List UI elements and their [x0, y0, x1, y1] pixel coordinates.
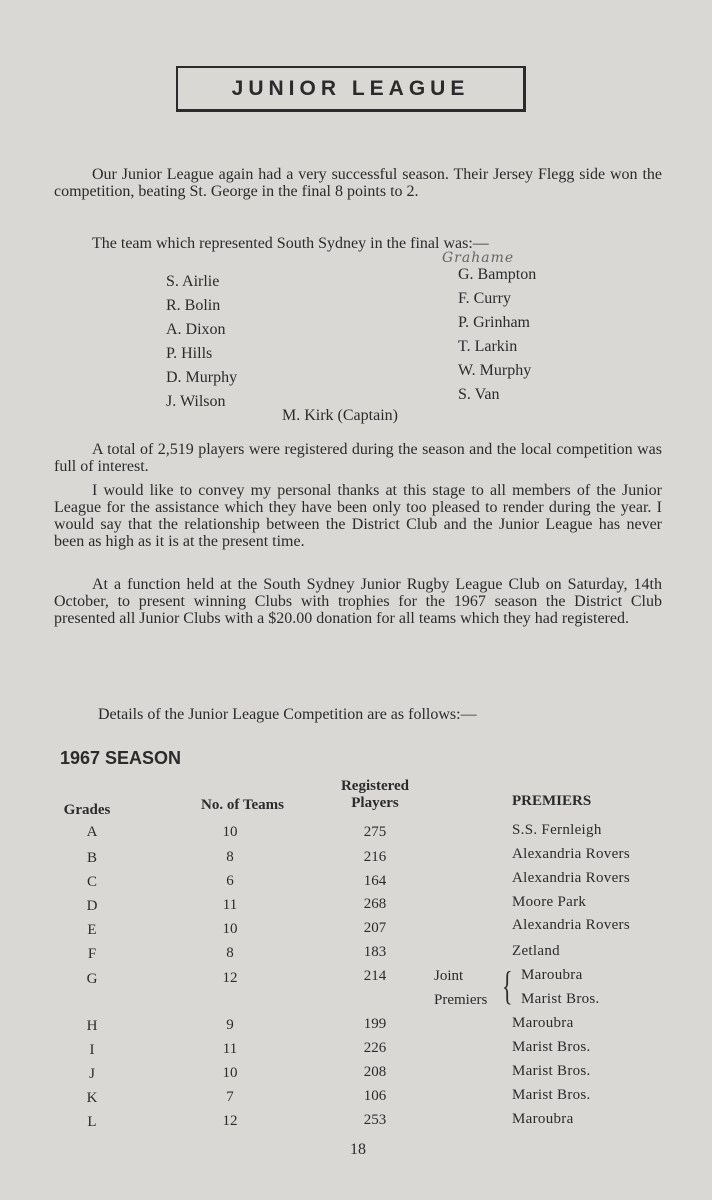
teams-cell: 7: [226, 1089, 234, 1105]
premiers-cell: Marist Bros.: [521, 991, 600, 1007]
handwritten-note: Grahame: [442, 250, 515, 266]
teams-cell: 12: [222, 970, 238, 986]
premiers-label: Premiers: [434, 992, 488, 1008]
team-member: S. Van: [458, 386, 500, 403]
premiers-cell: Alexandria Rovers: [512, 917, 630, 933]
team-member: J. Wilson: [166, 393, 226, 410]
premiers-cell: Maroubra: [521, 967, 583, 983]
grade-cell: C: [86, 874, 97, 890]
teams-cell: 10: [222, 824, 238, 840]
premiers-cell: Marist Bros.: [512, 1063, 591, 1079]
teams-cell: 11: [222, 897, 238, 913]
team-member: W. Murphy: [458, 362, 532, 379]
teams-cell: 9: [226, 1017, 234, 1033]
grade-cell: B: [86, 850, 97, 866]
players-cell: 214: [363, 968, 387, 984]
premiers-cell: Maroubra: [512, 1111, 574, 1127]
premiers-cell: Maroubra: [512, 1015, 574, 1031]
season-heading: 1967 SEASON: [60, 748, 182, 768]
paragraph-team-intro: The team which represented South Sydney in the final was:—: [92, 235, 489, 252]
page-number: 18: [350, 1141, 366, 1158]
header-players-line2: Players: [351, 795, 399, 811]
players-cell: 164: [363, 873, 387, 889]
team-captain: M. Kirk (Captain): [282, 407, 398, 424]
players-cell: 275: [363, 824, 387, 840]
grade-cell: H: [86, 1018, 98, 1034]
players-cell: 253: [363, 1112, 387, 1128]
header-premiers: PREMIERS: [512, 793, 592, 809]
teams-cell: 10: [222, 921, 238, 937]
grade-cell: E: [87, 922, 97, 938]
page-title: JUNIOR LEAGUE: [176, 66, 526, 112]
grade-cell: L: [87, 1114, 97, 1130]
paragraph-thanks: I would like to convey my personal thanks at this stage to all members of the Junior League for the assistance which they have been only too pleased to render during the year. I would say that the relationship between the District Club and the Junior League has never been as high as it is at the present time.: [54, 482, 662, 550]
paragraph-registrations: A total of 2,519 players were registered during the season and the local competition was full of interest.: [54, 441, 662, 475]
paragraph-function: At a function held at the South Sydney Junior Rugby League Club on Saturday, 14th October, to present winning Clubs with trophies for the 1967 season the District Club presented all Junior Clubs with a $20.00 donation for all teams which they had registered.: [54, 576, 662, 627]
joint-label: Joint: [434, 968, 464, 984]
grade-cell: A: [86, 824, 98, 840]
team-member: A. Dixon: [166, 321, 226, 338]
paragraph-details-intro: Details of the Junior League Competition are as follows:—: [98, 706, 477, 723]
paragraph-intro: Our Junior League again had a very successful season. Their Jersey Flegg side won the competition, beating St. George in the final 8 points to 2.: [54, 166, 662, 200]
grade-cell: G: [86, 971, 98, 987]
premiers-cell: Alexandria Rovers: [512, 846, 630, 862]
teams-cell: 11: [222, 1041, 238, 1057]
team-member: P. Grinham: [458, 314, 530, 331]
team-member: R. Bolin: [166, 297, 221, 314]
players-cell: 207: [363, 920, 387, 936]
premiers-cell: Moore Park: [512, 894, 587, 910]
teams-cell: 6: [226, 873, 234, 889]
players-cell: 226: [363, 1040, 387, 1056]
team-member: D. Murphy: [166, 369, 238, 386]
players-cell: 199: [363, 1016, 387, 1032]
grade-cell: J: [89, 1066, 95, 1082]
team-member: P. Hills: [166, 345, 213, 362]
team-member: S. Airlie: [166, 273, 220, 290]
team-member: F. Curry: [458, 290, 511, 307]
players-cell: 183: [363, 944, 387, 960]
team-member: T. Larkin: [458, 338, 518, 355]
grade-cell: D: [86, 898, 98, 914]
premiers-cell: Alexandria Rovers: [512, 870, 630, 886]
premiers-cell: Zetland: [512, 943, 560, 959]
premiers-cell: Marist Bros.: [512, 1087, 591, 1103]
premiers-cell: S.S. Fernleigh: [512, 822, 602, 838]
players-cell: 106: [363, 1088, 387, 1104]
players-cell: 208: [363, 1064, 387, 1080]
brace-icon: {: [502, 963, 513, 1008]
header-teams: No. of Teams: [201, 797, 284, 813]
grade-cell: I: [89, 1042, 95, 1058]
players-cell: 268: [363, 896, 387, 912]
grade-cell: K: [86, 1090, 98, 1106]
teams-cell: 12: [222, 1113, 238, 1129]
premiers-cell: Marist Bros.: [512, 1039, 591, 1055]
grade-cell: F: [87, 946, 97, 962]
players-cell: 216: [363, 849, 387, 865]
teams-cell: 8: [226, 945, 234, 961]
teams-cell: 10: [222, 1065, 238, 1081]
team-member: G. Bampton: [458, 266, 537, 283]
header-players-line1: Registered: [340, 778, 410, 794]
teams-cell: 8: [226, 849, 234, 865]
header-grades: Grades: [63, 802, 111, 818]
